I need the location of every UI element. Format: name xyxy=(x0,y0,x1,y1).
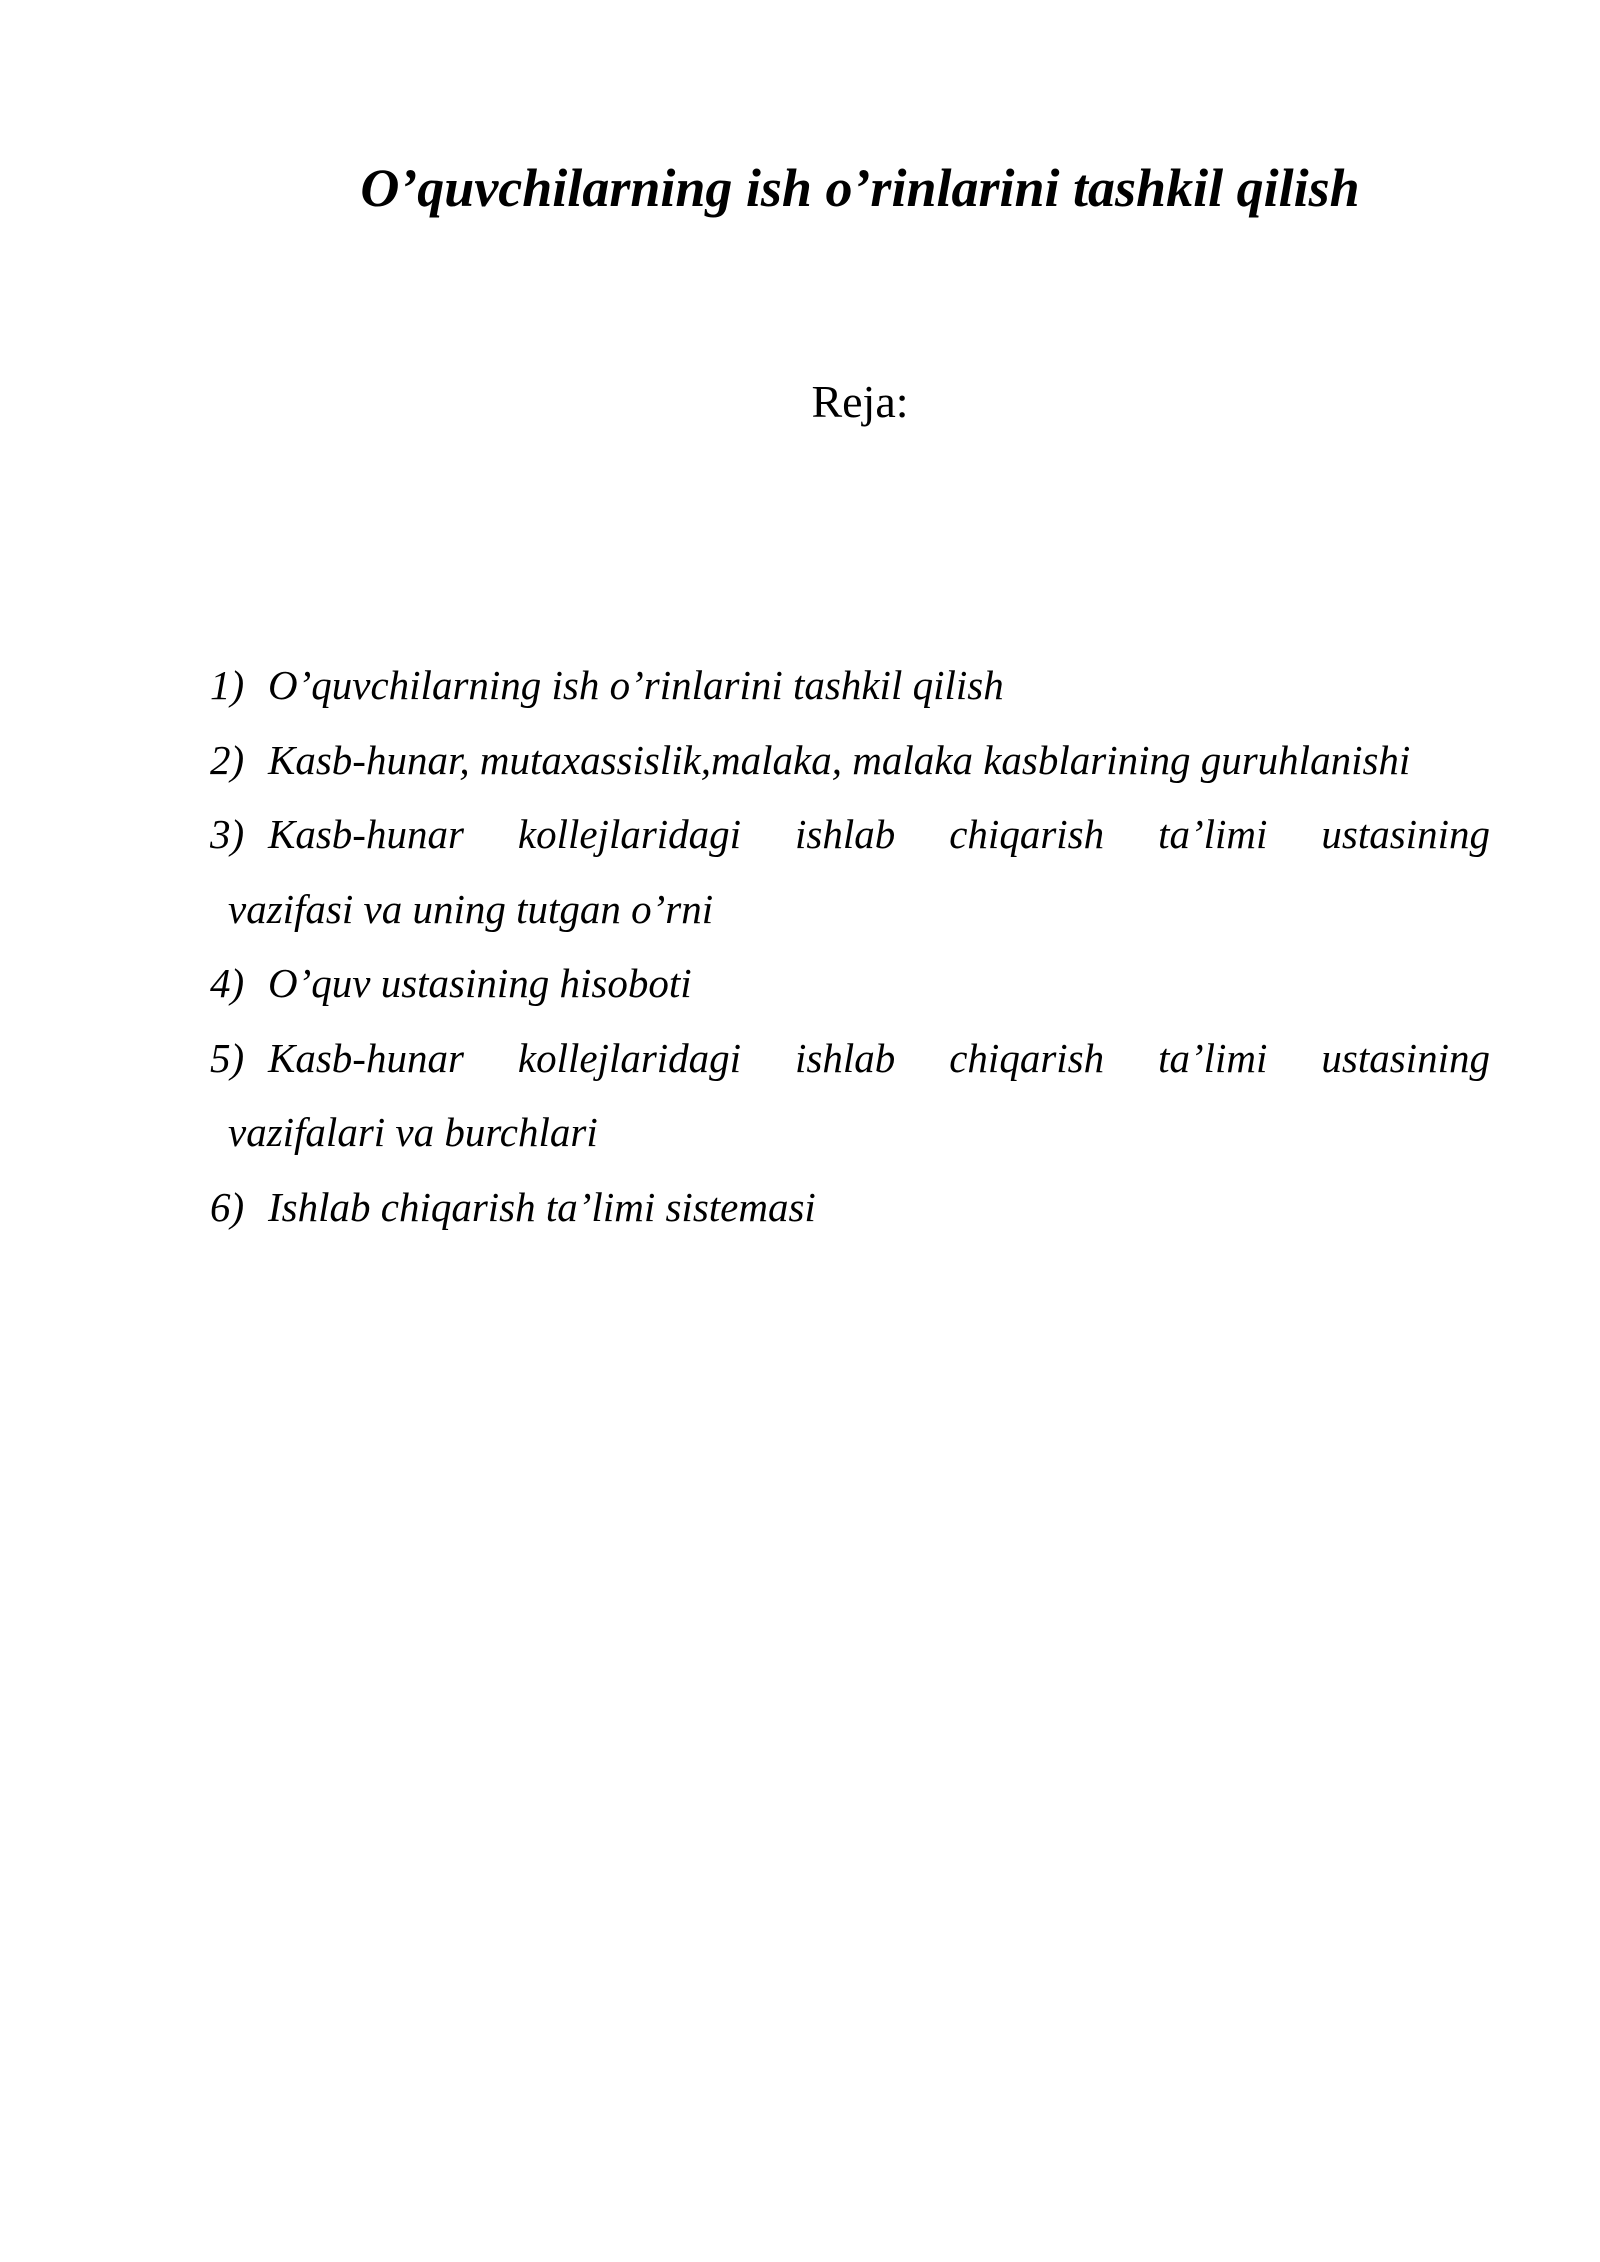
plan-item-word: Kasb-hunar xyxy=(268,811,464,857)
plan-item-word: chiqarish xyxy=(949,811,1105,857)
plan-item-continuation: vazifasi va uning tutgan o’rni xyxy=(228,885,714,932)
plan-item-line xyxy=(210,1021,1490,1096)
plan-item-continuation: vazifalari va burchlari xyxy=(228,1109,598,1155)
plan-item-text: O’quv ustasining hisoboti xyxy=(268,960,692,1006)
plan-item-text xyxy=(268,797,1490,872)
plan-item-number: 4) xyxy=(210,960,245,1006)
plan-item-number: 3) xyxy=(210,811,245,857)
plan-item-text xyxy=(268,1021,1490,1096)
plan-item-word: chiqarish xyxy=(949,1034,1105,1081)
plan-item-5 xyxy=(210,1021,1490,1170)
plan-item-number: 2) xyxy=(210,736,245,783)
plan-item-word: ta’limi xyxy=(1158,1034,1268,1081)
plan-item-line xyxy=(210,946,1490,1021)
plan-item-line xyxy=(210,648,1490,723)
plan-item-2 xyxy=(210,723,1490,798)
plan-item-4 xyxy=(210,946,1490,1021)
plan-list xyxy=(210,648,1490,1244)
plan-item-6 xyxy=(210,1170,1490,1245)
plan-item-word: kollejlaridagi xyxy=(517,1034,742,1081)
plan-item-text: Kasb-hunar, mutaxassislik,malaka, malaka kasblarining guruhlanishi xyxy=(268,736,1411,783)
plan-item-word: ustasining xyxy=(1321,1034,1490,1081)
document-title: O’quvchilarning ish o’rinlarini tashkil qilish xyxy=(360,158,1360,218)
plan-item-word: kollejlaridagi xyxy=(517,811,742,857)
plan-item-word: ishlab xyxy=(795,811,896,857)
plan-item-line xyxy=(210,797,1490,872)
plan-heading: Reja: xyxy=(811,376,909,427)
plan-item-line xyxy=(210,1170,1490,1245)
plan-item-number: 6) xyxy=(210,1183,245,1230)
plan-item-line xyxy=(210,723,1490,798)
plan-item-number: 5) xyxy=(210,1034,245,1081)
plan-item-word: Kasb-hunar xyxy=(268,1034,464,1081)
plan-item-number: 1) xyxy=(210,662,245,708)
plan-item-text: O’quvchilarning ish o’rinlarini tashkil qilish xyxy=(268,662,1004,708)
plan-item-1 xyxy=(210,648,1490,723)
plan-item-word: ustasining xyxy=(1321,811,1490,857)
plan-item-word: ishlab xyxy=(795,1034,896,1081)
plan-item-word: ta’limi xyxy=(1158,811,1268,857)
plan-item-text: Ishlab chiqarish ta’limi sistemasi xyxy=(268,1183,816,1230)
plan-item-3 xyxy=(210,797,1490,946)
